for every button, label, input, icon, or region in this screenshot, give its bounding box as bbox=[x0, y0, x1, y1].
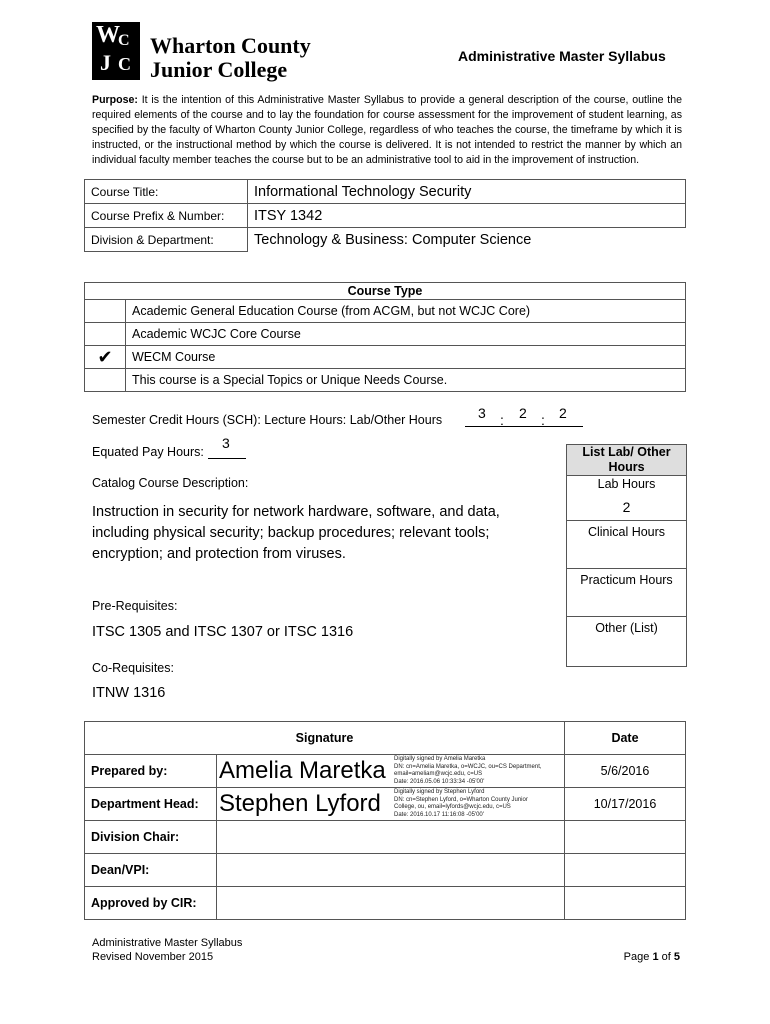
course-prefix-row bbox=[85, 204, 686, 228]
footer-revised: Revised November 2015 bbox=[92, 951, 214, 963]
signature-cell-dean-vpi[interactable] bbox=[217, 854, 565, 887]
course-type-table bbox=[84, 282, 686, 392]
prereq-label: Pre-Requisites: bbox=[92, 599, 178, 613]
date-prepared[interactable]: 5/6/2016 bbox=[565, 755, 686, 788]
signature-cell-prepared[interactable] bbox=[217, 755, 565, 788]
date-division-chair[interactable] bbox=[565, 821, 686, 854]
signature-row-department-head bbox=[85, 788, 686, 821]
sch-sep-1: : bbox=[500, 412, 504, 428]
digital-line: Date: 2016.10.17 11:16:08 -05'00' bbox=[394, 811, 484, 818]
signature-name-department-head: Stephen Lyford bbox=[219, 790, 381, 817]
course-type-checkbox-0[interactable] bbox=[85, 300, 126, 323]
digital-line: Digitally signed by Amelia Maretka bbox=[394, 756, 486, 762]
course-title-row bbox=[85, 180, 686, 204]
course-type-label-2: WECM Course bbox=[126, 346, 686, 369]
college-logo bbox=[92, 22, 140, 80]
course-title-label: Course Title: bbox=[85, 180, 248, 204]
signature-name-prepared: Amelia Maretka bbox=[219, 757, 386, 784]
footer-doc-name: Administrative Master Syllabus bbox=[92, 937, 243, 949]
page-word: Page bbox=[623, 951, 650, 963]
course-type-option-0 bbox=[85, 300, 686, 323]
signature-row-prepared bbox=[85, 755, 686, 788]
signature-cell-division-chair[interactable] bbox=[217, 821, 565, 854]
eph-field bbox=[208, 432, 246, 459]
of-word: of bbox=[661, 951, 671, 963]
digital-line: Date: 2016.05.06 10:33:34 -05'00' bbox=[394, 778, 485, 785]
catalog-text: Instruction in security for network hardware, software, and data, including physical security; backup procedures; relevant tools; encryption; and protection from viruses. bbox=[92, 504, 500, 562]
digital-line: email=ameliam@wcjc.edu, c=US bbox=[394, 771, 483, 777]
course-type-option-1 bbox=[85, 323, 686, 346]
eph-label: Equated Pay Hours: bbox=[92, 445, 204, 459]
logo-letter-c2: C bbox=[118, 54, 131, 74]
course-type-option-2 bbox=[85, 346, 686, 369]
signature-row-division-chair bbox=[85, 821, 686, 854]
role-division-chair: Division Chair: bbox=[85, 821, 217, 854]
division-label: Division & Department: bbox=[85, 228, 248, 252]
lab-hours-value: 2 bbox=[622, 499, 631, 515]
other-hours-label: Other (List) bbox=[567, 616, 686, 635]
course-info-table bbox=[84, 179, 686, 252]
sch-values bbox=[465, 400, 583, 428]
college-name-line1: Wharton County bbox=[150, 33, 311, 58]
sch-value: 3 bbox=[478, 405, 486, 421]
signature-header: Signature bbox=[85, 722, 565, 755]
document-title: Administrative Master Syllabus bbox=[458, 48, 666, 64]
college-name-line2: Junior College bbox=[150, 57, 288, 82]
lab-box-heading: List Lab/ Other Hours bbox=[567, 445, 686, 476]
footer-left bbox=[92, 936, 242, 964]
purpose-paragraph bbox=[92, 93, 682, 168]
course-prefix-value: ITSY 1342 bbox=[248, 204, 686, 228]
purpose-label: Purpose: bbox=[92, 94, 138, 106]
lab-hours-label: Lab Hours bbox=[597, 477, 656, 491]
page-total: 5 bbox=[673, 951, 680, 963]
course-prefix-label: Course Prefix & Number: bbox=[85, 204, 248, 228]
lab-other-hours-box bbox=[566, 444, 687, 667]
date-department-head[interactable]: 10/17/2016 bbox=[565, 788, 686, 821]
digital-line: DN: cn=Amelia Maretka, o=WCJC, ou=CS Department, bbox=[394, 763, 542, 770]
lecture-hours-value: 2 bbox=[519, 405, 527, 421]
coreq-label: Co-Requisites: bbox=[92, 661, 174, 675]
digital-line: DN: cn=Stephen Lyford, o=Wharton County Junior bbox=[394, 796, 528, 803]
prereq-value: ITSC 1305 and ITSC 1307 or ITSC 1316 bbox=[92, 624, 354, 640]
eph-value: 3 bbox=[222, 435, 230, 451]
course-type-option-3 bbox=[85, 369, 686, 392]
digital-signature-prepared bbox=[394, 756, 542, 786]
role-approved-by-cir: Approved by CIR: bbox=[85, 887, 217, 920]
course-type-label-3: This course is a Special Topics or Unique Needs Course. bbox=[126, 369, 686, 392]
lab-other-hours-value: 2 bbox=[559, 405, 567, 421]
clinical-hours-label: Clinical Hours bbox=[567, 520, 686, 539]
page-number bbox=[624, 950, 680, 964]
role-dean-vpi: Dean/VPI: bbox=[85, 854, 217, 887]
college-name bbox=[150, 34, 311, 82]
digital-line: College, ou, email=lyfords@wcjc.edu, c=US bbox=[394, 804, 511, 810]
role-prepared-by: Prepared by: bbox=[85, 755, 217, 788]
sch-label: Semester Credit Hours (SCH): Lecture Hours: Lab/Other Hours bbox=[92, 413, 443, 427]
date-header: Date bbox=[565, 722, 686, 755]
digital-signature-department-head bbox=[394, 789, 528, 819]
course-type-checkbox-2[interactable] bbox=[85, 346, 126, 369]
digital-line: Digitally signed by Stephen Lyford bbox=[394, 789, 485, 795]
course-type-heading: Course Type bbox=[85, 283, 686, 300]
page-current: 1 bbox=[652, 951, 659, 963]
coreq-value: ITNW 1316 bbox=[92, 685, 166, 701]
course-type-label-1: Academic WCJC Core Course bbox=[126, 323, 686, 346]
course-type-checkbox-1[interactable] bbox=[85, 323, 126, 346]
signature-row-dean bbox=[85, 854, 686, 887]
division-row bbox=[85, 228, 686, 252]
logo-letter-c1: C bbox=[118, 32, 130, 49]
practicum-hours-label: Practicum Hours bbox=[567, 568, 686, 587]
date-cir[interactable] bbox=[565, 887, 686, 920]
course-type-checkbox-3[interactable] bbox=[85, 369, 126, 392]
signature-cell-department-head[interactable] bbox=[217, 788, 565, 821]
logo-letter-j: J bbox=[100, 50, 111, 75]
sch-sep-2: : bbox=[541, 412, 545, 428]
signature-table bbox=[84, 721, 686, 920]
course-type-label-0: Academic General Education Course (from ACGM, but not WCJC Core) bbox=[126, 300, 686, 323]
catalog-label: Catalog Course Description: bbox=[92, 476, 249, 490]
logo-letter-w: W bbox=[96, 22, 120, 48]
division-value: Technology & Business: Computer Science bbox=[248, 228, 686, 252]
course-title-value: Informational Technology Security bbox=[248, 180, 686, 204]
date-dean-vpi[interactable] bbox=[565, 854, 686, 887]
purpose-text: It is the intention of this Administrative Master Syllabus to provide a general description of the course, outline the required elements of the course and to lay the foundation for course assessment for the improvement of student learning, as specified by the faculty of Wharton County Junior College, regardless of who teaches the course, the timeframe by which it is instructed, or the instructional method by which the course is delivered. It is not intended to restrict the manner by which an individual faculty member teaches the course but to be an administrative tool to aid in the improvement of instruction. bbox=[92, 94, 682, 166]
role-department-head: Department Head: bbox=[85, 788, 217, 821]
signature-row-cir bbox=[85, 887, 686, 920]
checkmark-icon: ✔ bbox=[97, 346, 113, 367]
signature-cell-cir[interactable] bbox=[217, 887, 565, 920]
